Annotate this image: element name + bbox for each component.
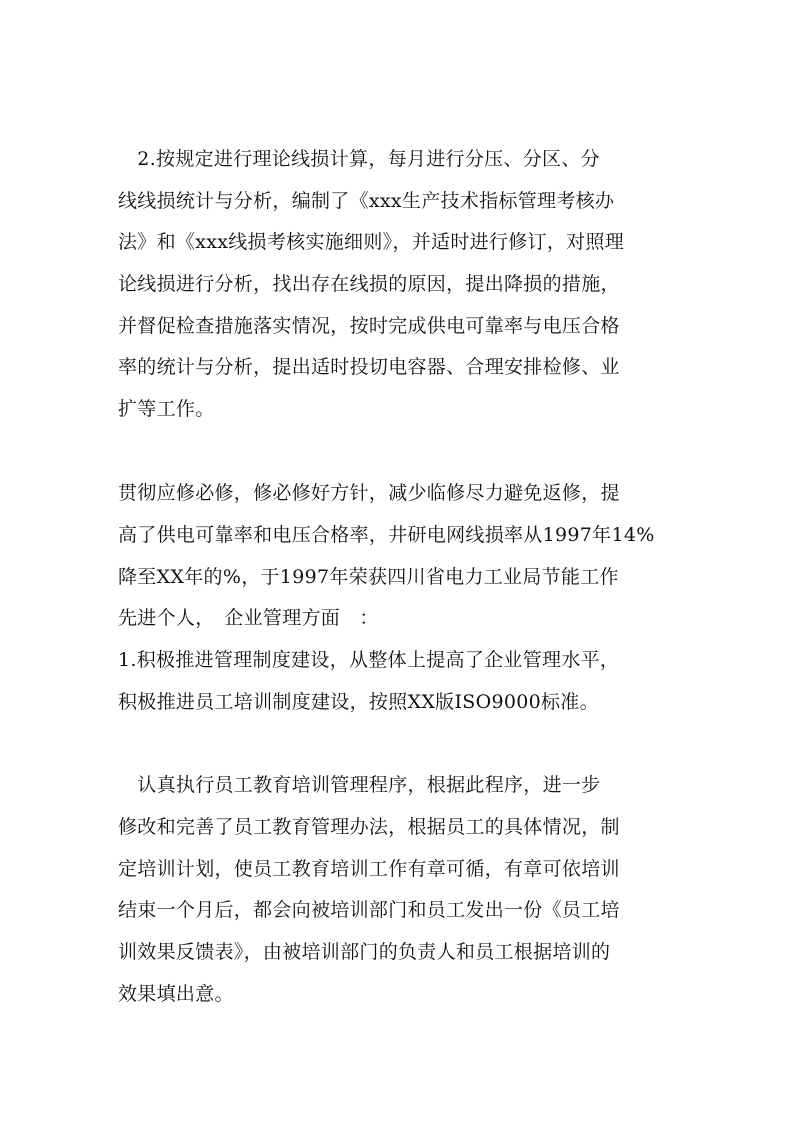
paragraph-1-line-3: 法》和《xxx线损考核实施细则》，并适时进行修订，对照理 <box>118 231 625 253</box>
paragraph-1-line-4: 论线损进行分析，找出存在线损的原因，提出降损的措施， <box>118 273 620 295</box>
paragraph-2-line-1: 贯彻应修必修，修必修好方针，减少临修尽力避免返修，提 <box>118 482 620 504</box>
paragraph-1-line-5: 并督促检查措施落实情况，按时完成供电可靠率与电压合格 <box>118 315 620 337</box>
paragraph-2-line-6: 积极推进员工培训制度建设，按照XX版ISO9000标准。 <box>118 691 599 713</box>
paragraph-1-line-7: 扩等工作。 <box>118 398 215 420</box>
paragraph-2-line-3: 降至XX年的%，于1997年荣获四川省电力工业局节能工作 <box>118 566 619 588</box>
paragraph-2-line-2: 高了供电可靠率和电压合格率，井研电网线损率从1997年14% <box>118 524 655 546</box>
paragraph-2-line-4: 先进个人， 企业管理方面 ： <box>118 607 379 629</box>
paragraph-3-line-3: 定培训计划，使员工教育培训工作有章可循，有章可依培训 <box>118 858 620 880</box>
paragraph-3-line-1: 认真执行员工教育培训管理程序，根据此程序，进一步 <box>118 774 601 796</box>
paragraph-1-line-2: 线线损统计与分析，编制了《xxx生产技术指标管理考核办 <box>118 190 615 212</box>
paragraph-3-line-2: 修改和完善了员工教育管理办法，根据员工的具体情况，制 <box>118 816 620 838</box>
paragraph-3-line-6: 效果填出意。 <box>118 983 234 1005</box>
paragraph-3-line-4: 结束一个月后，都会向被培训部门和员工发出一份《员工培 <box>118 899 620 921</box>
paragraph-2-line-5: 1.积极推进管理制度建设，从整体上提高了企业管理水平， <box>118 649 620 671</box>
paragraph-1-line-6: 率的统计与分析，提出适时投切电容器、合理安排检修、业 <box>118 356 620 378</box>
paragraph-1-line-1: 2.按规定进行理论线损计算，每月进行分压、分区、分 <box>118 148 600 170</box>
paragraph-3-line-5: 训效果反馈表》，由被培训部门的负责人和员工根据培训的 <box>118 941 611 963</box>
